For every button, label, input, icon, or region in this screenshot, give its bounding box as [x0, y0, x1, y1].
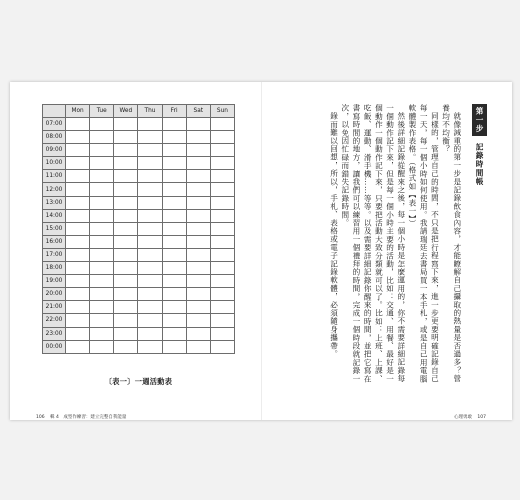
right-folio: [450, 414, 486, 420]
schedule-cell: [90, 262, 114, 275]
chapter-title: 記錄時間帳: [475, 142, 484, 186]
schedule-cell: [162, 340, 186, 353]
schedule-cell: [186, 301, 210, 314]
schedule-cell: [210, 235, 234, 248]
schedule-cell: [66, 183, 90, 196]
schedule-cell: [186, 118, 210, 131]
schedule-cell: [114, 327, 138, 340]
schedule-cell: [114, 170, 138, 183]
schedule-cell: [210, 314, 234, 327]
schedule-cell: [114, 131, 138, 144]
schedule-cell: [114, 314, 138, 327]
schedule-cell: [162, 131, 186, 144]
schedule-cell: [186, 248, 210, 261]
schedule-cell: [162, 144, 186, 157]
table-row: [43, 288, 235, 301]
schedule-cell: [210, 157, 234, 170]
table-row: [43, 157, 235, 170]
schedule-cell: [90, 144, 114, 157]
time-label: 21:00: [43, 301, 66, 314]
time-label: 16:00: [43, 235, 66, 248]
schedule-cell: [210, 222, 234, 235]
table-row: [43, 314, 235, 327]
schedule-cell: [186, 314, 210, 327]
schedule-cell: [138, 144, 162, 157]
schedule-cell: [66, 301, 90, 314]
schedule-cell: [114, 248, 138, 261]
day-header: Thu: [138, 105, 162, 118]
schedule-cell: [66, 235, 90, 248]
table-row: [43, 327, 235, 340]
body-paragraph: 錄而難以回想，所以，手札、表格或電子記錄軟體，必須隨身攜帶。: [329, 111, 339, 358]
time-label: 17:00: [43, 248, 66, 261]
schedule-cell: [186, 340, 210, 353]
schedule-cell: [162, 327, 186, 340]
schedule-cell: [66, 340, 90, 353]
time-label: 19:00: [43, 275, 66, 288]
schedule-cell: [114, 196, 138, 209]
schedule-cell: [186, 183, 210, 196]
vertical-text-body: [287, 104, 487, 384]
schedule-cell: [162, 248, 186, 261]
schedule-cell: [138, 314, 162, 327]
day-header: Sat: [186, 105, 210, 118]
left-running-head: 輯 4 成型作練習：建立完整自我能量: [50, 415, 127, 420]
schedule-cell: [162, 118, 186, 131]
time-label: 11:00: [43, 170, 66, 183]
schedule-cell: [138, 288, 162, 301]
body-paragraph: 然後詳細記錄從醒來之後，每一個小時是怎麼運用的，你不需要詳細記錄每一個動作記下來，但是每一個小時主要的活動，比如：交通、用餐、最好是一個動作一個動作記下來，只要把活動大致分類就可以了。比如：上班、上課、吃飯、運動、滑手機……等等。以及需要詳細記錄你醒來的時間，並把它寫在書寫時間的地方，讓我們可以練習用一個禮拜的時間，完成一個時段就記錄一次，以免因忙碌而錯失記錄時間。: [340, 104, 406, 383]
schedule-cell: [66, 314, 90, 327]
schedule-cell: [66, 288, 90, 301]
body-paragraph: 同樣的，管理自己的時間，不只是把行程寫下來，進一步更要明確記錄自己每一天，每一個小時如何使用。我請瑞廷去書局買一本手札，或是自己用電腦軟體製作表格。（格式如【表一】）: [407, 104, 440, 383]
time-label: 23:00: [43, 327, 66, 340]
day-header: Wed: [114, 105, 138, 118]
time-label: 13:00: [43, 196, 66, 209]
schedule-cell: [162, 275, 186, 288]
chapter-tag: 第一步: [472, 104, 487, 136]
schedule-cell: [114, 288, 138, 301]
body-paragraph: 就像減重的第一步是記錄飲食內容，才能瞭解自己攝取的熱量是否過多？營養均不均衡？: [441, 104, 462, 383]
book-spread: [10, 82, 512, 420]
schedule-cell: [210, 196, 234, 209]
table-row: [43, 340, 235, 353]
schedule-cell: [138, 196, 162, 209]
table-row: [43, 209, 235, 222]
time-label: 22:00: [43, 314, 66, 327]
schedule-cell: [162, 222, 186, 235]
table-row: [43, 235, 235, 248]
schedule-cell: [138, 118, 162, 131]
schedule-cell: [210, 144, 234, 157]
schedule-cell: [138, 262, 162, 275]
schedule-cell: [66, 170, 90, 183]
schedule-cell: [162, 301, 186, 314]
weekly-activity-table: [42, 104, 235, 354]
time-label: 07:00: [43, 118, 66, 131]
day-header: Sun: [210, 105, 234, 118]
schedule-cell: [90, 222, 114, 235]
schedule-cell: [114, 275, 138, 288]
time-label: 20:00: [43, 288, 66, 301]
table-row: [43, 170, 235, 183]
schedule-cell: [186, 275, 210, 288]
schedule-cell: [90, 340, 114, 353]
time-label: 12:00: [43, 183, 66, 196]
schedule-cell: [162, 235, 186, 248]
schedule-cell: [186, 170, 210, 183]
schedule-cell: [162, 314, 186, 327]
schedule-cell: [186, 222, 210, 235]
schedule-cell: [138, 170, 162, 183]
left-folio: [36, 414, 130, 420]
schedule-cell: [210, 170, 234, 183]
schedule-cell: [90, 314, 114, 327]
schedule-cell: [162, 157, 186, 170]
schedule-cell: [66, 157, 90, 170]
schedule-cell: [90, 118, 114, 131]
schedule-cell: [210, 131, 234, 144]
day-header: Fri: [162, 105, 186, 118]
schedule-cell: [186, 144, 210, 157]
time-label: 15:00: [43, 222, 66, 235]
schedule-cell: [186, 327, 210, 340]
time-label: 10:00: [43, 157, 66, 170]
time-label: 14:00: [43, 209, 66, 222]
schedule-cell: [138, 235, 162, 248]
table-row: [43, 183, 235, 196]
schedule-cell: [186, 209, 210, 222]
schedule-cell: [114, 157, 138, 170]
table-row: [43, 118, 235, 131]
schedule-cell: [210, 183, 234, 196]
right-page: [287, 104, 487, 404]
table-row: [43, 301, 235, 314]
table-caption: 〔表一〕一週活動表: [104, 377, 173, 386]
time-label: 00:00: [43, 340, 66, 353]
book-gutter: [261, 82, 262, 420]
schedule-cell: [90, 288, 114, 301]
schedule-cell: [114, 144, 138, 157]
table-row: [43, 144, 235, 157]
schedule-cell: [114, 209, 138, 222]
day-header: Tue: [90, 105, 114, 118]
table-row: [43, 262, 235, 275]
schedule-cell: [138, 340, 162, 353]
schedule-cell: [114, 222, 138, 235]
left-page-number: 106: [36, 415, 45, 420]
schedule-cell: [162, 183, 186, 196]
schedule-cell: [210, 275, 234, 288]
schedule-cell: [66, 327, 90, 340]
schedule-cell: [90, 157, 114, 170]
section-heading: [472, 104, 487, 384]
schedule-cell: [210, 209, 234, 222]
schedule-cell: [138, 209, 162, 222]
schedule-cell: [162, 262, 186, 275]
schedule-cell: [114, 262, 138, 275]
schedule-cell: [66, 144, 90, 157]
table-row: [43, 248, 235, 261]
right-running-head: 心理勇敢: [453, 415, 472, 420]
schedule-cell: [186, 262, 210, 275]
schedule-cell: [66, 196, 90, 209]
schedule-cell: [90, 275, 114, 288]
schedule-cell: [90, 235, 114, 248]
table-row: [43, 131, 235, 144]
schedule-cell: [90, 327, 114, 340]
schedule-cell: [90, 248, 114, 261]
schedule-cell: [138, 327, 162, 340]
schedule-cell: [114, 183, 138, 196]
schedule-cell: [186, 196, 210, 209]
schedule-cell: [90, 183, 114, 196]
schedule-cell: [90, 301, 114, 314]
schedule-cell: [210, 118, 234, 131]
schedule-cell: [114, 235, 138, 248]
schedule-cell: [66, 248, 90, 261]
schedule-cell: [138, 131, 162, 144]
schedule-cell: [114, 340, 138, 353]
schedule-cell: [66, 262, 90, 275]
schedule-cell: [162, 196, 186, 209]
schedule-cell: [186, 131, 210, 144]
schedule-cell: [210, 301, 234, 314]
schedule-cell: [210, 288, 234, 301]
schedule-cell: [114, 301, 138, 314]
schedule-cell: [162, 288, 186, 301]
time-label: 18:00: [43, 262, 66, 275]
schedule-cell: [66, 275, 90, 288]
time-label: 09:00: [43, 144, 66, 157]
schedule-cell: [210, 262, 234, 275]
schedule-cell: [210, 248, 234, 261]
schedule-cell: [90, 131, 114, 144]
schedule-cell: [138, 301, 162, 314]
schedule-cell: [138, 183, 162, 196]
schedule-cell: [186, 157, 210, 170]
schedule-cell: [90, 196, 114, 209]
table-corner-cell: [43, 105, 66, 118]
schedule-cell: [210, 327, 234, 340]
schedule-cell: [138, 222, 162, 235]
schedule-cell: [66, 222, 90, 235]
table-row: [43, 196, 235, 209]
table-row: [43, 222, 235, 235]
schedule-cell: [66, 131, 90, 144]
schedule-cell: [114, 118, 138, 131]
schedule-cell: [138, 275, 162, 288]
table-row: [43, 275, 235, 288]
schedule-cell: [90, 209, 114, 222]
day-header: Mon: [66, 105, 90, 118]
schedule-cell: [186, 288, 210, 301]
schedule-cell: [138, 157, 162, 170]
table-body: [43, 118, 235, 354]
schedule-cell: [186, 235, 210, 248]
schedule-cell: [210, 340, 234, 353]
schedule-cell: [162, 209, 186, 222]
schedule-cell: [90, 170, 114, 183]
table-header-row: [43, 105, 235, 118]
time-label: 08:00: [43, 131, 66, 144]
schedule-cell: [162, 170, 186, 183]
right-page-number: 107: [477, 415, 486, 420]
schedule-cell: [138, 248, 162, 261]
schedule-cell: [66, 118, 90, 131]
schedule-cell: [66, 209, 90, 222]
